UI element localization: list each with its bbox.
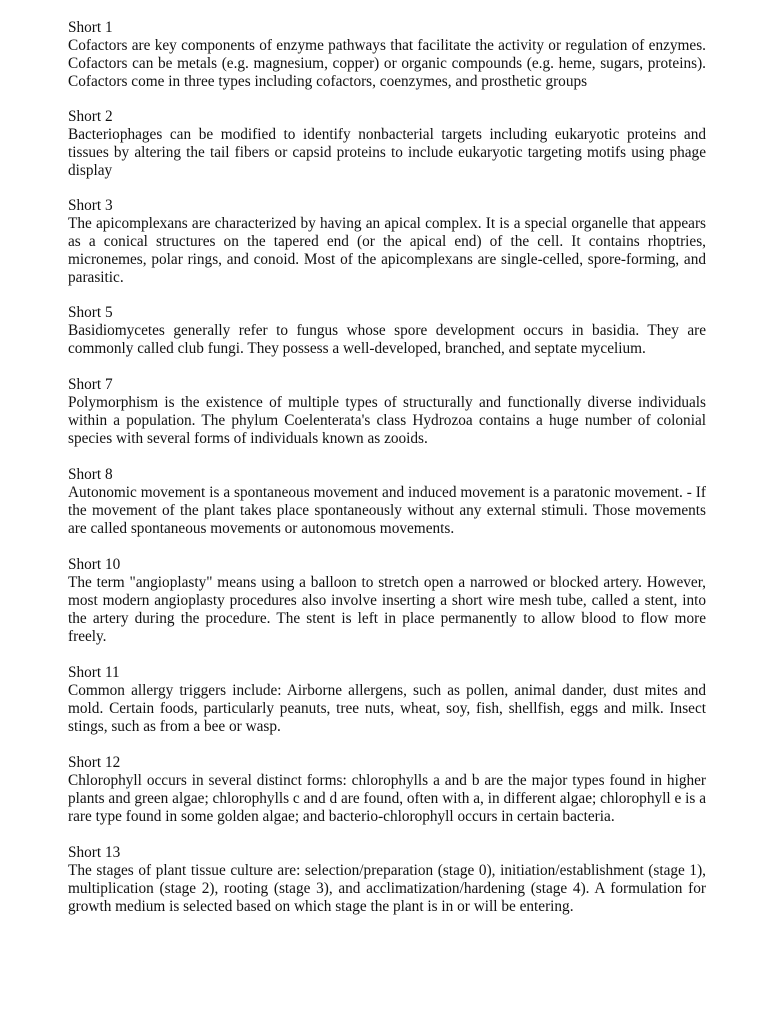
section-text: Cofactors are key components of enzyme pathways that facilitate the activity or regulation of enzymes. Cofactors can be metals (e.g. magnesium, copper) or organic compounds (e.g. heme, sugars, proteins). Cofactors come in three types including cofactors, coenzymes, and prosthetic groups bbox=[68, 37, 706, 90]
section-text: The apicomplexans are characterized by having an apical complex. It is a special organelle that appears as a conical structures on the tapered end (or the apical end) of the cell. It contains rhoptries, micronemes, polar rings, and conoid. Most of the apicomplexans are single-celled, spore-forming, and parasitic. bbox=[68, 215, 706, 286]
section-short-3 bbox=[68, 197, 706, 287]
section-text: Basidiomycetes generally refer to fungus whose spore development occurs in basidia. They are commonly called club fungi. They possess a well-developed, branched, and septate mycelium. bbox=[68, 322, 706, 357]
section-text: Common allergy triggers include: Airborne allergens, such as pollen, animal dander, dust mites and mold. Certain foods, particularly peanuts, tree nuts, wheat, soy, fish, shellfish, eggs and milk. Insect stings, such as from a bee or wasp. bbox=[68, 682, 706, 735]
section-text: Autonomic movement is a spontaneous movement and induced movement is a paratonic movement. - If the movement of the plant takes place spontaneously without any external stimuli. Those movements are called spontaneous movements or autonomous movements. bbox=[68, 484, 706, 537]
section-heading: Short 13 bbox=[68, 844, 121, 861]
section-heading: Short 1 bbox=[68, 19, 113, 36]
section-heading: Short 12 bbox=[68, 754, 121, 771]
section-short-7 bbox=[68, 376, 706, 448]
section-short-10 bbox=[68, 556, 706, 646]
section-text: Polymorphism is the existence of multiple types of structurally and functionally diverse individuals within a population. The phylum Coelenterata's class Hydrozoa contains a huge number of colonial species with several forms of individuals known as zooids. bbox=[68, 394, 706, 447]
section-text: Bacteriophages can be modified to identify nonbacterial targets including eukaryotic proteins and tissues by altering the tail fibers or capsid proteins to include eukaryotic targeting motifs using phage display bbox=[68, 126, 706, 179]
section-heading: Short 8 bbox=[68, 466, 113, 483]
document-page bbox=[68, 19, 706, 933]
section-short-11 bbox=[68, 664, 706, 736]
section-short-2 bbox=[68, 108, 706, 180]
section-short-1 bbox=[68, 19, 706, 91]
section-heading: Short 5 bbox=[68, 304, 113, 321]
section-short-5 bbox=[68, 304, 706, 358]
section-heading: Short 3 bbox=[68, 197, 113, 214]
section-short-8 bbox=[68, 466, 706, 538]
section-short-12 bbox=[68, 754, 706, 826]
section-heading: Short 2 bbox=[68, 108, 113, 125]
section-text: Chlorophyll occurs in several distinct forms: chlorophylls a and b are the major types found in higher plants and green algae; chlorophylls c and d are found, often with a, in different algae; chlorophyll e is a rare type found in some golden algae; and bacterio-chlorophyll occurs in certain bacteria. bbox=[68, 772, 706, 825]
section-heading: Short 10 bbox=[68, 556, 121, 573]
section-heading: Short 11 bbox=[68, 664, 120, 681]
section-heading: Short 7 bbox=[68, 376, 113, 393]
section-text: The stages of plant tissue culture are: selection/preparation (stage 0), initiation/establishment (stage 1), multiplication (stage 2), rooting (stage 3), and acclimatization/hardening (stage 4). A formulation for growth medium is selected based on which stage the plant is in or will be entering. bbox=[68, 862, 706, 915]
section-text: The term "angioplasty" means using a balloon to stretch open a narrowed or blocked artery. However, most modern angioplasty procedures also involve inserting a short wire mesh tube, called a stent, into the artery during the procedure. The stent is left in place permanently to allow blood to flow more freely. bbox=[68, 574, 706, 645]
section-short-13 bbox=[68, 844, 706, 916]
